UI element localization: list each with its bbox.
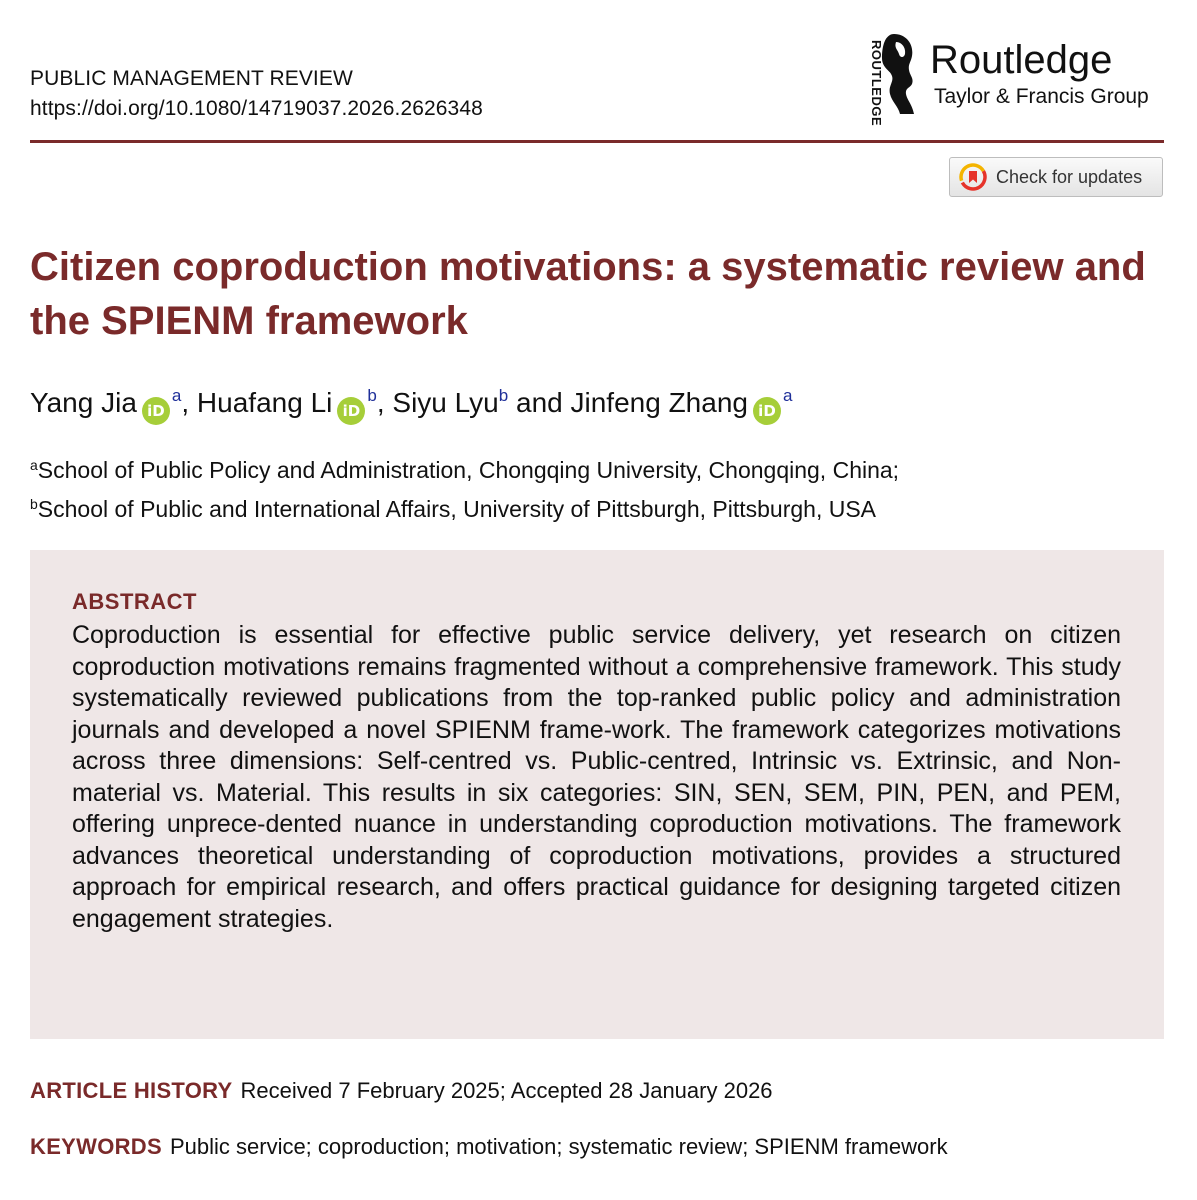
abstract-text: Coproduction is essential for effective public service delivery, yet research on citizen coproduction motivations remains fragmented without a comprehensive framework. This study systematically reviewed publications from the top-ranked public policy and administration journals and developed a novel SPIENM frame-work. The framework categorizes motivations across three dimensions: Self-centred vs. Public-centred, Intrinsic vs. Extrinsic, and Non-material vs. Material. This results in six categories: SIN, SEN, SEM, PIN, PEN, and PEM, offering unprece-dented nuance in understanding coproduction motivations. The framework advances theoretical understanding of coproduction motivations, provides a structured approach for empirical research, and offers practical guidance for designing targeted citizen engagement strategies. — [72, 621, 1121, 933]
publisher-vertical-text: ROUTLEDGE — [869, 40, 884, 127]
header-divider — [30, 140, 1164, 143]
publisher-group: Taylor & Francis Group — [934, 85, 1149, 108]
keywords-text: Public service; coproduction; motivation; systematic review; SPIENM framework — [169, 1134, 948, 1159]
author-name: Siyu Lyu — [392, 387, 499, 418]
author-affiliation-marker[interactable]: b — [367, 386, 377, 405]
crossmark-icon — [959, 163, 987, 191]
article-history-text: Received 7 February 2025; Accepted 28 January 2026 — [240, 1078, 773, 1103]
journal-header — [30, 64, 483, 124]
affiliation-marker: a — [30, 457, 38, 473]
orcid-icon[interactable]: iD — [142, 397, 170, 425]
author-separator: , — [181, 387, 197, 418]
article-history — [30, 1076, 773, 1106]
affiliation-marker: b — [30, 496, 38, 512]
journal-name: PUBLIC MANAGEMENT REVIEW — [30, 67, 353, 90]
affiliation-item — [30, 448, 899, 487]
affiliation-item — [30, 487, 899, 526]
orcid-icon[interactable]: iD — [753, 397, 781, 425]
article-title: Citizen coproduction motivations: a systematic review and the SPIENM framework — [30, 245, 1146, 343]
article-history-label: ARTICLE HISTORY — [30, 1078, 233, 1103]
affiliation-text: School of Public and International Affairs, University of Pittsburgh, Pittsburgh, USA — [37, 496, 877, 522]
publisher-name: Routledge — [930, 38, 1113, 82]
doi-link[interactable]: https://doi.org/10.1080/14719037.2026.2626348 — [30, 97, 483, 120]
author-separator: and — [508, 387, 571, 418]
affiliations — [30, 448, 899, 526]
abstract-panel — [30, 550, 1164, 1039]
check-for-updates-label: Check for updates — [996, 166, 1143, 187]
author-separator: , — [376, 387, 393, 418]
author-name: Yang Jia — [30, 387, 137, 418]
abstract-heading: ABSTRACT — [72, 589, 197, 614]
author-affiliation-marker[interactable]: a — [782, 386, 793, 405]
author-affiliation-marker[interactable]: a — [171, 386, 182, 405]
keywords — [30, 1132, 948, 1162]
author-name: Jinfeng Zhang — [570, 387, 748, 418]
keywords-label: KEYWORDS — [30, 1134, 162, 1159]
author-list — [30, 376, 792, 425]
routledge-head-icon — [872, 30, 916, 116]
check-for-updates-button[interactable] — [949, 157, 1163, 197]
publisher-logo[interactable] — [856, 28, 1166, 127]
author-affiliation-marker[interactable]: b — [498, 386, 509, 405]
author-name: Huafang Li — [196, 387, 333, 418]
orcid-icon[interactable]: iD — [337, 397, 365, 425]
affiliation-text: School of Public Policy and Administration, Chongqing University, Chongqing, China; — [37, 457, 900, 483]
